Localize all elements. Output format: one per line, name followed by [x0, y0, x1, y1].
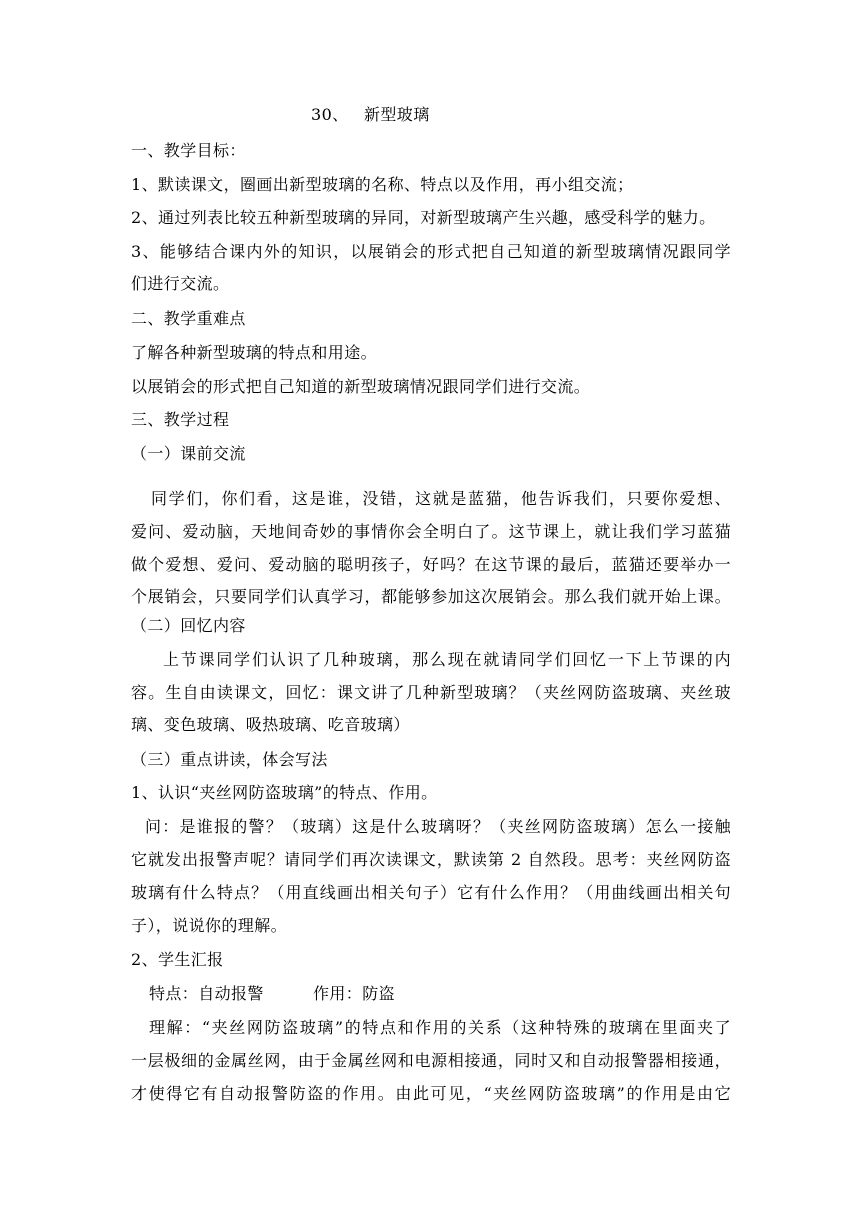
- function-label: 作用：防盗: [313, 984, 396, 1003]
- paragraph-line: 爱问、爱动脑，天地间奇妙的事情你会全明白了。这节课上，就让我们学习蓝猫: [131, 522, 731, 541]
- paragraph-line: 同学们，你们看，这是谁，没错，这就是蓝猫，他告诉我们，只要你爱想、: [151, 489, 731, 508]
- paragraph-line: 一层极细的金属丝网，由于金属丝网和电源相接通，同时又和自动报警器相接通，: [131, 1051, 731, 1070]
- paragraph-line: 2、通过列表比较五种新型玻璃的异同，对新型玻璃产生兴趣，感受科学的魅力。: [131, 208, 716, 227]
- section-heading: 三、教学过程: [131, 410, 230, 429]
- section-heading: 二、教学重难点: [131, 309, 246, 328]
- paragraph-line: 问：是谁报的警？（玻璃）这是什么玻璃呀？（夹丝网防盗玻璃）怎么一接触: [145, 817, 731, 836]
- paragraph-line: 2、学生汇报: [131, 950, 224, 969]
- subsection-heading: （三）重点讲读，体会写法: [131, 750, 328, 769]
- paragraph-line: 才使得它有自动报警防盗的作用。由此可见，“夹丝网防盗玻璃”的作用是由它: [131, 1084, 731, 1103]
- paragraph-line: 个展销会，只要同学们认真学习，都能够参加这次展销会。那么我们就开始上课。: [131, 587, 731, 606]
- paragraph-line: 子），说说你的理解。: [131, 916, 288, 935]
- section-heading: 一、教学目标：: [131, 141, 246, 160]
- page-title: 新型玻璃: [364, 105, 430, 124]
- subsection-heading: （二）回忆内容: [131, 616, 246, 635]
- paragraph-line: 们进行交流。: [131, 274, 230, 293]
- paragraph-line: 璃、变色玻璃、吸热玻璃、吃音玻璃）: [131, 715, 410, 734]
- paragraph-line: 以展销会的形式把自己知道的新型玻璃情况跟同学们进行交流。: [131, 377, 591, 396]
- paragraph-line: 理解：“夹丝网防盗玻璃”的特点和作用的关系（这种特殊的玻璃在里面夹了: [149, 1018, 731, 1037]
- paragraph-line: 3、能够结合课内外的知识，以展销会的形式把自己知道的新型玻璃情况跟同学: [131, 242, 731, 261]
- feature-label: 特点：自动报警: [149, 984, 264, 1003]
- paragraph-line: 1、认识“夹丝网防盗玻璃”的特点、作用。: [131, 783, 438, 802]
- paragraph-line: 上节课同学们认识了几种玻璃，那么现在就请同学们回忆一下上节课的内: [163, 650, 731, 669]
- title-number: 30、: [311, 105, 349, 124]
- paragraph-line: 1、默读课文，圈画出新型玻璃的名称、特点以及作用，再小组交流；: [131, 175, 634, 194]
- paragraph-line: 做个爱想、爱问、爱动脑的聪明孩子，好吗？在这节课的最后，蓝猫还要举办一: [131, 555, 731, 574]
- subsection-heading: （一）课前交流: [131, 444, 246, 463]
- paragraph-line: 了解各种新型玻璃的特点和用途。: [131, 343, 378, 362]
- paragraph-line: 容。生自由读课文，回忆：课文讲了几种新型玻璃？（夹丝网防盗玻璃、夹丝玻: [131, 683, 731, 702]
- paragraph-line: 玻璃有什么特点？（用直线画出相关句子）它有什么作用？（用曲线画出相关句: [131, 883, 731, 902]
- paragraph-line: 它就发出报警声呢？请同学们再次读课文，默读第 2 自然段。思考：夹丝网防盗: [131, 850, 731, 869]
